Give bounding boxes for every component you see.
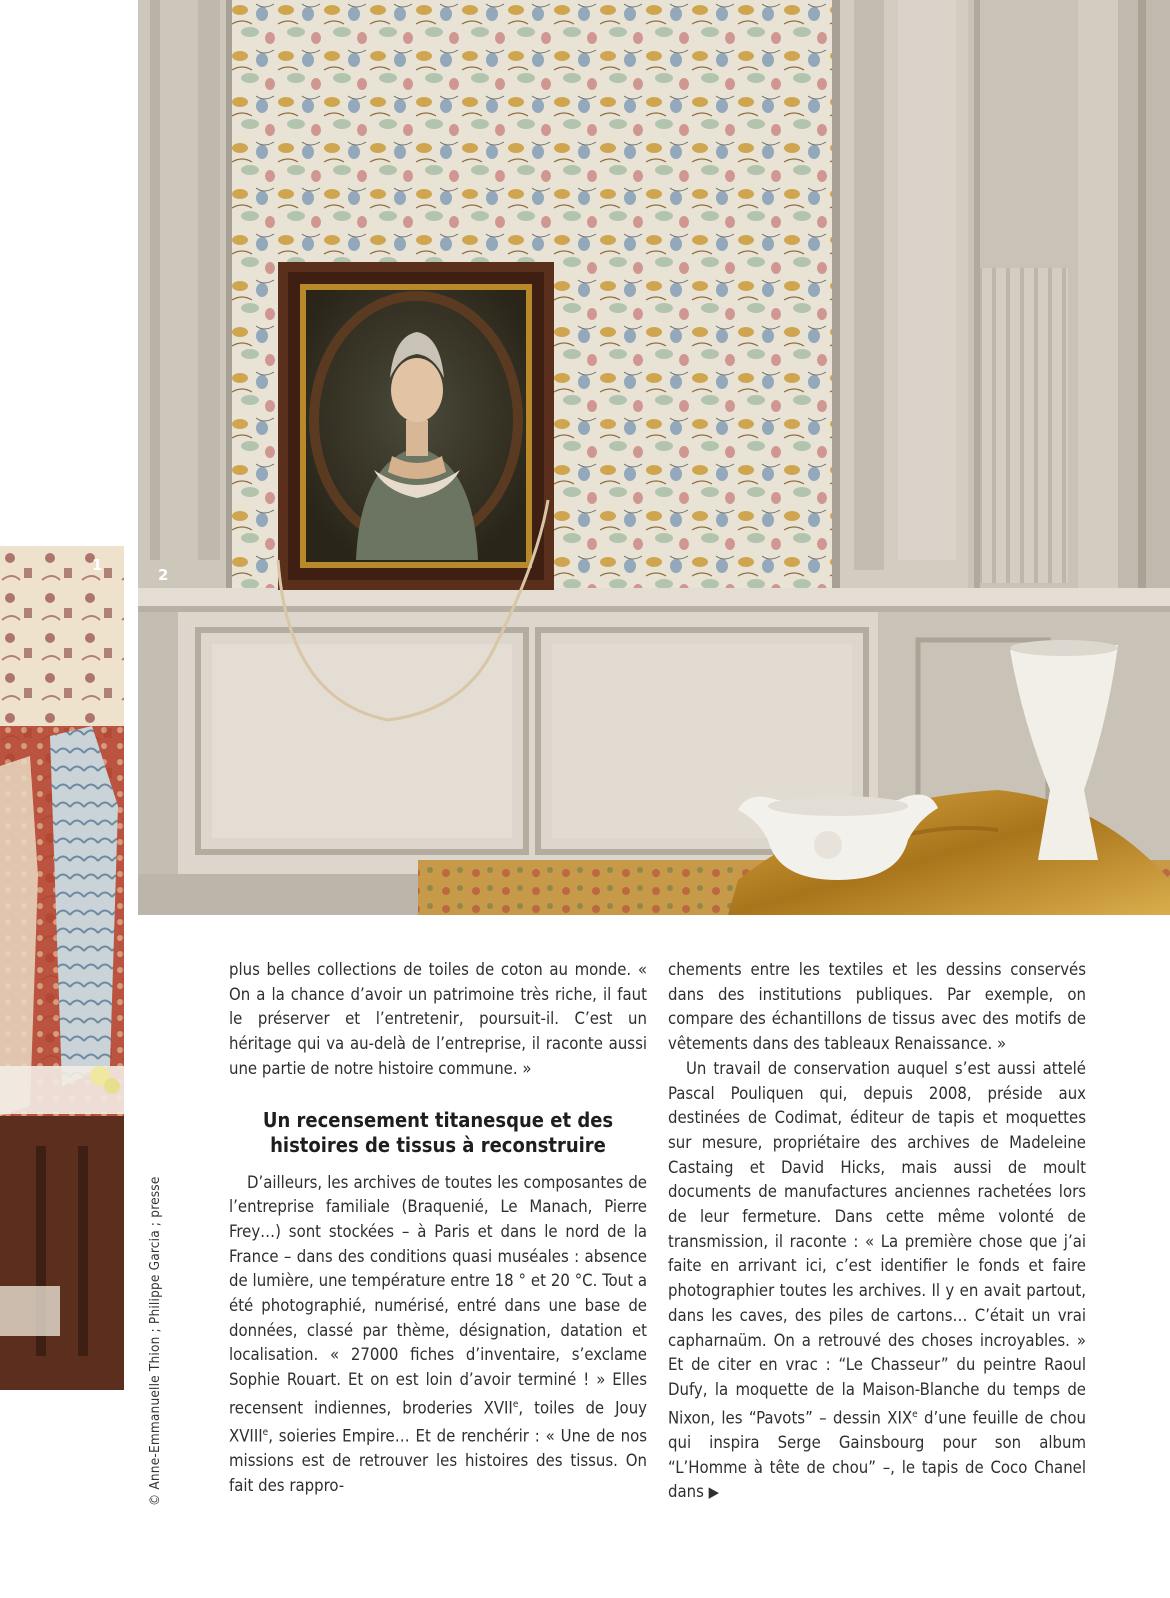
text-archives-a: D’ailleurs, les archives de toutes les composantes de l’entreprise familiale (Braquenié, Le Manach, Pierre Frey…) sont stockées – à Paris et dans le nord de la France – dans des conditions quasi muséales : absence de lumière, une température entre 18 ° et 20 °C. Tout a été photographié, numérisé, entré dans une base de données, classé par thème, désignation, datation et localisation. « 27000 fiches d’inventaire, s’exclame Sophie Rouart. Et on est loin d’avoir terminé ! » Elles recensent indiennes, broderies XVII [229,1172,647,1418]
article-column-right [668,958,1086,1505]
paragraph-archives [229,1171,647,1499]
superscript-e: e [262,1427,269,1439]
photo-credit: © Anne-Emmanuelle Thion ; Philippe Garcia ; presse [147,1176,163,1506]
text-codimat-a: Un travail de conservation auquel s’est aussi attelé Pascal Pouliquen qui, depuis 2008, préside aux destinées de Codimat, éditeur de tapis et moquettes sur mesure, propriétaire des archives de Madeleine Castaing et David Hicks, mais aussi de moult documents de manufactures anciennes rachetées lors de leur fermeture. Dans cette même volonté de transmission, il raconte : « La première chose que j’ai faite en arrivant ici, c’est identifier le fonds et faire photographier toutes les archives. Il y en avait partout, dans les caves, des piles de cartons… C’était un vrai capharnaüm. On a retrouvé des choses incroyables. » Et de citer en vrac : “Le Chasseur” du peintre Raoul Dufy, la moquette de la Maison-Blanche du temps de Nixon, les “Pavots” – dessin XIX [668,1058,1086,1428]
article-column-left [229,958,647,1499]
interior-photo-illustration [138,0,1170,915]
paragraph-comparisons: chements entre les textiles et les dessins conservés dans des institutions publiques. Par exemple, on compare des échantillons de tissus avec des motifs de vêtements dans des tableaux Renaissance. » [668,960,1086,1054]
text-codimat-b: d’une feuille de chou qui inspira Serge Gainsbourg pour son album “L’Homme à tête de chou” –, le tapis de Coco Chanel dans [668,1408,1086,1502]
section-heading: Un recensement titanesque et des histoires de tissus à reconstruire [262,1107,614,1157]
photo-left-fabrics [0,546,124,1390]
text-archives-c: , soieries Empire… Et de renchérir : « Une de nos missions est de retrouver les histoires des tissus. On fait des rappro- [229,1426,647,1496]
paragraph-intro-continued: plus belles collections de toiles de coton au monde. « On a la chance d’avoir un patrimoine très riche, il faut le préserver et l’entretenir, poursuit-il. C’est un héritage qui va au-delà de l’entreprise, il raconte aussi une partie de notre histoire commune. » [229,960,647,1078]
continue-arrow-icon: ▶ [708,1483,720,1502]
superscript-e: e [912,1408,918,1420]
paragraph-codimat [668,1057,1086,1505]
photo-main-interior [138,0,1170,915]
photo-number-1: 1 [92,556,103,574]
photo-number-2: 2 [158,566,169,584]
superscript-e: e [512,1398,519,1410]
text-archives-b: , toiles de Jouy XVIII [229,1398,647,1446]
fabric-photo-illustration [0,546,124,1390]
